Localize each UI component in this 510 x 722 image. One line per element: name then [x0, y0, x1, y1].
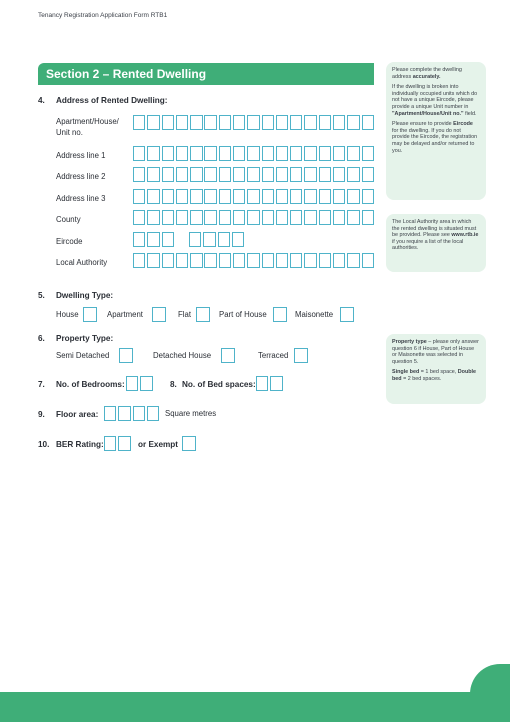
character-box[interactable] — [262, 167, 274, 182]
character-box[interactable] — [362, 115, 374, 130]
note-text: for the dwelling. If you do not provide the Eircode, the registration may be delayed and/or returned to you. — [392, 127, 478, 154]
property-type-title: Property Type: — [56, 334, 114, 343]
address-line1-label: Address line 1 — [56, 151, 106, 160]
character-box[interactable] — [304, 253, 316, 268]
flat-checkbox[interactable] — [196, 307, 210, 322]
character-box[interactable] — [147, 210, 159, 225]
character-box[interactable] — [176, 115, 188, 130]
character-box[interactable] — [276, 115, 288, 130]
local-authority-label: Local Authority — [56, 258, 108, 267]
character-box[interactable] — [162, 167, 174, 182]
character-box[interactable] — [140, 376, 152, 391]
character-box[interactable] — [262, 189, 274, 204]
ber-rating-title: BER Rating: — [56, 440, 104, 449]
property-option-label: Detached House — [153, 351, 212, 360]
address-line1-input[interactable] — [133, 146, 376, 161]
character-box[interactable] — [133, 167, 145, 182]
local-authority-input[interactable] — [133, 253, 376, 268]
eircode-label: Eircode — [56, 237, 83, 246]
question-number: 10. — [38, 440, 50, 449]
semi-detached-checkbox[interactable] — [119, 348, 133, 363]
character-box[interactable] — [219, 253, 231, 268]
eircode-routing-input[interactable] — [133, 232, 176, 247]
character-box[interactable] — [247, 189, 259, 204]
floor-area-unit: Square metres — [165, 409, 217, 418]
county-input[interactable] — [133, 210, 376, 225]
character-box[interactable] — [133, 406, 145, 421]
apt-unit-label: Apartment/House/ Unit no. — [56, 117, 119, 137]
character-box[interactable] — [162, 146, 174, 161]
form-header: Tenancy Registration Application Form RTB1 — [38, 12, 168, 19]
maisonette-checkbox[interactable] — [340, 307, 354, 322]
floor-area-title: Floor area: — [56, 410, 99, 419]
character-box[interactable] — [304, 210, 316, 225]
character-box[interactable] — [219, 167, 231, 182]
character-box[interactable] — [347, 210, 359, 225]
character-box[interactable] — [262, 146, 274, 161]
property-option-label: Terraced — [258, 351, 289, 360]
character-box[interactable] — [133, 146, 145, 161]
character-box[interactable] — [147, 146, 159, 161]
eircode-unique-input[interactable] — [189, 232, 246, 247]
character-box[interactable] — [147, 253, 159, 268]
character-box[interactable] — [219, 115, 231, 130]
note-emphasis: Double bed — [392, 369, 477, 382]
note-link: www.rtb.ie — [451, 232, 479, 239]
bed-spaces-title: No. of Bed spaces: — [182, 380, 256, 389]
part-of-house-checkbox[interactable] — [273, 307, 287, 322]
character-box[interactable] — [333, 210, 345, 225]
character-box[interactable] — [203, 232, 215, 247]
character-box[interactable] — [319, 167, 331, 182]
character-box[interactable] — [247, 210, 259, 225]
character-box[interactable] — [133, 253, 145, 268]
dwelling-option-label: Flat — [178, 310, 191, 319]
character-box[interactable] — [162, 115, 174, 130]
question-number: 7. — [38, 380, 45, 389]
character-box[interactable] — [290, 146, 302, 161]
character-box[interactable] — [233, 210, 245, 225]
character-box[interactable] — [319, 253, 331, 268]
character-box[interactable] — [190, 146, 202, 161]
note-text: = 2 bed spaces. — [401, 375, 442, 382]
dwelling-option-label: Maisonette — [295, 310, 334, 319]
character-box[interactable] — [319, 210, 331, 225]
character-box[interactable] — [362, 189, 374, 204]
note-emphasis: Eircode — [453, 121, 473, 128]
note-text: field. — [463, 110, 477, 117]
terraced-checkbox[interactable] — [294, 348, 308, 363]
address-line3-input[interactable] — [133, 189, 376, 204]
character-box[interactable] — [133, 210, 145, 225]
address-note — [386, 62, 486, 200]
character-box[interactable] — [333, 253, 345, 268]
character-box[interactable] — [162, 210, 174, 225]
character-box[interactable] — [276, 189, 288, 204]
character-box[interactable] — [147, 232, 159, 247]
character-box[interactable] — [104, 406, 116, 421]
character-box[interactable] — [204, 253, 216, 268]
question-number: 8. — [170, 380, 177, 389]
character-box[interactable] — [233, 115, 245, 130]
character-box[interactable] — [333, 189, 345, 204]
dwelling-option-label: Part of House — [219, 310, 267, 319]
character-box[interactable] — [176, 253, 188, 268]
character-box[interactable] — [147, 167, 159, 182]
house-checkbox[interactable] — [83, 307, 97, 322]
character-box[interactable] — [362, 146, 374, 161]
character-box[interactable] — [290, 115, 302, 130]
character-box[interactable] — [290, 210, 302, 225]
question-number: 4. — [38, 96, 45, 105]
ber-rating-input[interactable] — [104, 436, 133, 451]
bedrooms-title: No. of Bedrooms: — [56, 380, 125, 389]
note-text: – please only answer question 6 if House, Part of House or Maisonette was selected in question 5. — [392, 339, 479, 365]
character-box[interactable] — [162, 232, 174, 247]
character-box[interactable] — [147, 189, 159, 204]
character-box[interactable] — [304, 189, 316, 204]
character-box[interactable] — [204, 167, 216, 182]
character-box[interactable] — [247, 253, 259, 268]
character-box[interactable] — [290, 189, 302, 204]
ber-exempt-label: or Exempt — [138, 440, 179, 449]
property-note — [386, 334, 486, 404]
address-line2-label: Address line 2 — [56, 172, 106, 181]
character-box[interactable] — [276, 167, 288, 182]
character-box[interactable] — [190, 189, 202, 204]
character-box[interactable] — [362, 167, 374, 182]
character-box[interactable] — [262, 115, 274, 130]
question-number: 9. — [38, 410, 45, 419]
character-box[interactable] — [304, 146, 316, 161]
character-box[interactable] — [219, 189, 231, 204]
character-box[interactable] — [232, 232, 244, 247]
character-box[interactable] — [347, 167, 359, 182]
character-box[interactable] — [204, 210, 216, 225]
apartment-checkbox[interactable] — [152, 307, 166, 322]
bed-spaces-input[interactable] — [256, 376, 285, 391]
character-box[interactable] — [362, 253, 374, 268]
character-box[interactable] — [333, 167, 345, 182]
character-box[interactable] — [126, 376, 138, 391]
character-box[interactable] — [276, 210, 288, 225]
character-box[interactable] — [204, 189, 216, 204]
character-box[interactable] — [204, 115, 216, 130]
ber-exempt-checkbox[interactable] — [182, 436, 196, 451]
character-box[interactable] — [176, 210, 188, 225]
character-box[interactable] — [347, 253, 359, 268]
character-box[interactable] — [219, 210, 231, 225]
character-box[interactable] — [104, 436, 116, 451]
character-box[interactable] — [176, 189, 188, 204]
character-box[interactable] — [118, 436, 130, 451]
apt-unit-input[interactable] — [133, 115, 376, 130]
character-box[interactable] — [362, 210, 374, 225]
authority-note — [386, 214, 486, 272]
dwelling-type-title: Dwelling Type: — [56, 291, 114, 300]
footer-bar — [0, 692, 510, 722]
question-number: 6. — [38, 334, 45, 343]
character-box[interactable] — [190, 167, 202, 182]
note-emphasis: "Apartment/House/Unit no." — [392, 110, 464, 117]
character-box[interactable] — [176, 167, 188, 182]
character-box[interactable] — [233, 189, 245, 204]
character-box[interactable] — [333, 146, 345, 161]
character-box[interactable] — [133, 232, 145, 247]
character-box[interactable] — [304, 115, 316, 130]
note-text: If the dwelling is broken into individually occupied units which do not have a unique Eircode, please provide a unique Unit number in — [392, 84, 478, 110]
character-box[interactable] — [333, 115, 345, 130]
character-box[interactable] — [190, 253, 202, 268]
dwelling-option-label: Apartment — [107, 310, 143, 319]
section-title: Section 2 – Rented Dwelling — [46, 67, 207, 81]
character-box[interactable] — [247, 146, 259, 161]
address-line3-label: Address line 3 — [56, 194, 106, 203]
character-box[interactable] — [276, 146, 288, 161]
note-text: Please ensure to provide — [392, 121, 454, 128]
character-box[interactable] — [304, 167, 316, 182]
character-box[interactable] — [133, 115, 145, 130]
character-box[interactable] — [247, 167, 259, 182]
character-box[interactable] — [290, 253, 302, 268]
bedrooms-input[interactable] — [126, 376, 155, 391]
address-question-title: Address of Rented Dwelling: — [56, 96, 168, 105]
character-box[interactable] — [247, 115, 259, 130]
character-box[interactable] — [162, 253, 174, 268]
character-box[interactable] — [204, 146, 216, 161]
note-text: if you require a list of the local authorities. — [392, 238, 464, 252]
character-box[interactable] — [262, 253, 274, 268]
note-text: Please complete the dwelling address — [392, 67, 462, 80]
character-box[interactable] — [218, 232, 230, 247]
character-box[interactable] — [233, 146, 245, 161]
character-box[interactable] — [189, 232, 201, 247]
character-box[interactable] — [147, 115, 159, 130]
character-box[interactable] — [162, 189, 174, 204]
county-label: County — [56, 215, 81, 224]
character-box[interactable] — [276, 253, 288, 268]
character-box[interactable] — [147, 406, 159, 421]
character-box[interactable] — [176, 146, 188, 161]
character-box[interactable] — [347, 189, 359, 204]
character-box[interactable] — [347, 115, 359, 130]
footer-curve — [470, 664, 510, 694]
character-box[interactable] — [290, 167, 302, 182]
character-box[interactable] — [319, 115, 331, 130]
question-number: 5. — [38, 291, 45, 300]
section-header-bar — [38, 63, 374, 85]
dwelling-option-label: House — [56, 310, 79, 319]
character-box[interactable] — [347, 146, 359, 161]
character-box[interactable] — [233, 167, 245, 182]
character-box[interactable] — [190, 210, 202, 225]
note-emphasis: Property type — [392, 339, 427, 345]
note-text: The Local Authority area in which the rented dwelling is situated must be provided. Please see — [392, 219, 477, 239]
character-box[interactable] — [319, 189, 331, 204]
detached-house-checkbox[interactable] — [221, 348, 235, 363]
note-emphasis: Single bed — [392, 369, 420, 376]
note-emphasis: accurately. — [412, 73, 441, 80]
character-box[interactable] — [319, 146, 331, 161]
property-option-label: Semi Detached — [56, 351, 110, 360]
character-box[interactable] — [233, 253, 245, 268]
character-box[interactable] — [256, 376, 268, 391]
address-line2-input[interactable] — [133, 167, 376, 182]
character-box[interactable] — [262, 210, 274, 225]
character-box[interactable] — [190, 115, 202, 130]
character-box[interactable] — [133, 189, 145, 204]
character-box[interactable] — [219, 146, 231, 161]
character-box[interactable] — [270, 376, 282, 391]
note-text: = 1 bed space, — [419, 369, 458, 376]
floor-area-input[interactable] — [104, 406, 161, 421]
character-box[interactable] — [118, 406, 130, 421]
